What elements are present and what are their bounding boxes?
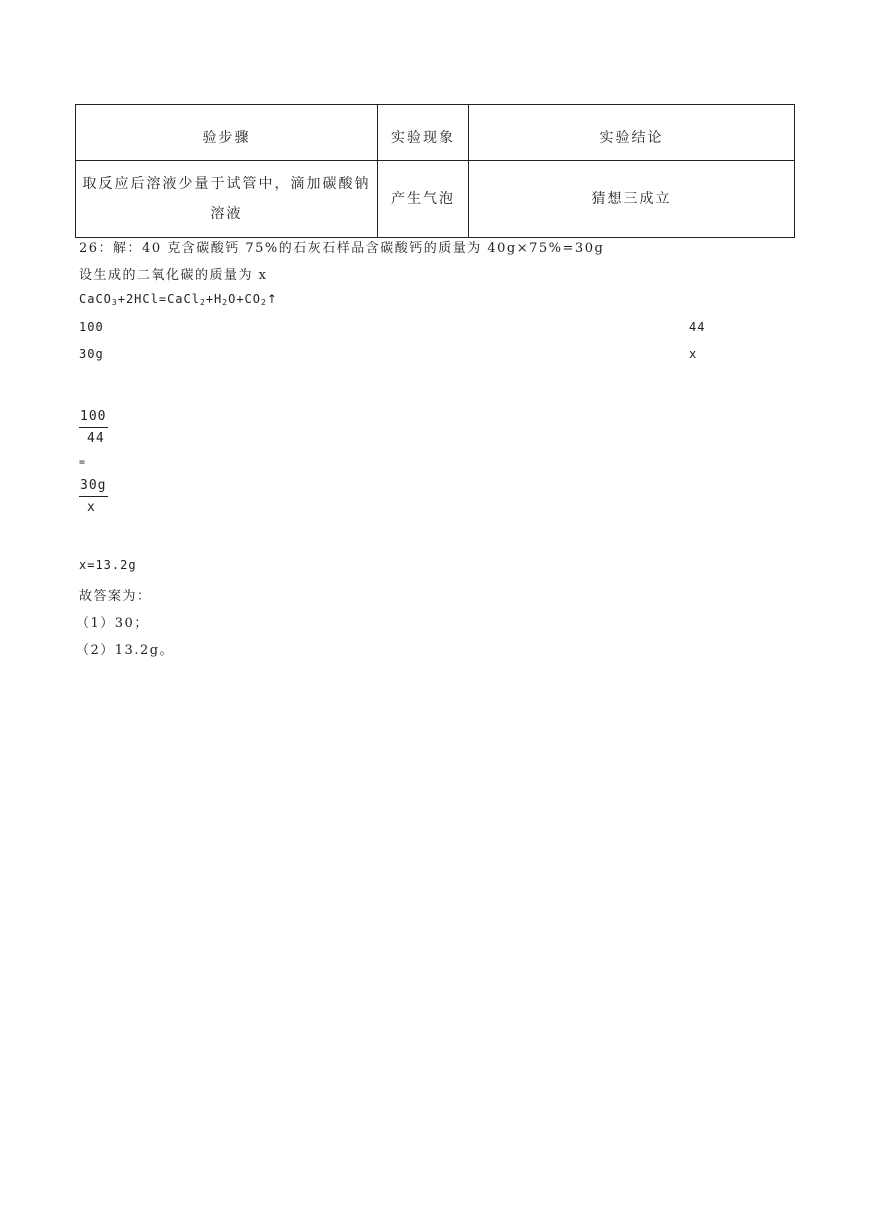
eq-part-caco: CaCO: [79, 292, 112, 306]
answer-2: （2）13.2g。: [76, 643, 175, 658]
eq-sub-3: 3: [111, 298, 118, 307]
fraction-1: [79, 409, 108, 446]
result-line: x=13.2g: [79, 558, 137, 572]
ratio-right-bottom: x: [689, 347, 698, 361]
cell-conclusion: 猜想三成立: [469, 161, 795, 238]
ratio-left-top: 100: [79, 320, 104, 334]
fraction-2-denominator: x: [87, 500, 96, 515]
equals-sign: =: [79, 457, 87, 468]
solution-assumption: 设生成的二氧化碳的质量为 x: [79, 268, 268, 283]
eq-part-hcl: +2HCl=CaCl: [117, 292, 200, 306]
table-header-row: [76, 105, 795, 161]
eq-sub-2a: 2: [199, 298, 206, 307]
ratio-right-top: 44: [689, 320, 706, 334]
cell-phenomenon: 产生气泡: [378, 161, 469, 238]
solution-intro: 26：解：40 克含碳酸钙 75%的石灰石样品含碳酸钙的质量为 40g×75%=30g: [79, 241, 605, 256]
eq-part-h: +H: [205, 292, 223, 306]
experiment-table: [75, 104, 795, 238]
header-step: 验步骤: [76, 105, 378, 161]
header-phenomenon: 实验现象: [378, 105, 469, 161]
eq-sub-2c: 2: [261, 298, 267, 307]
table-row: [76, 161, 795, 238]
up-arrow-icon: ↑: [266, 292, 278, 306]
fraction-2: [79, 478, 108, 515]
fraction-1-denominator: 44: [87, 431, 105, 446]
answer-1: （1）30；: [76, 616, 149, 631]
eq-sub-2b: 2: [222, 298, 229, 307]
chemical-equation: [79, 292, 278, 307]
eq-part-oco: O+CO: [228, 292, 261, 306]
ratio-left-bottom: 30g: [79, 347, 104, 361]
fraction-2-numerator: 30g: [79, 478, 108, 497]
cell-step: 取反应后溶液少量于试管中，滴加碳酸钠溶液: [76, 161, 378, 238]
header-conclusion: 实验结论: [469, 105, 795, 161]
fraction-1-numerator: 100: [79, 409, 108, 428]
answer-intro: 故答案为：: [79, 589, 152, 604]
